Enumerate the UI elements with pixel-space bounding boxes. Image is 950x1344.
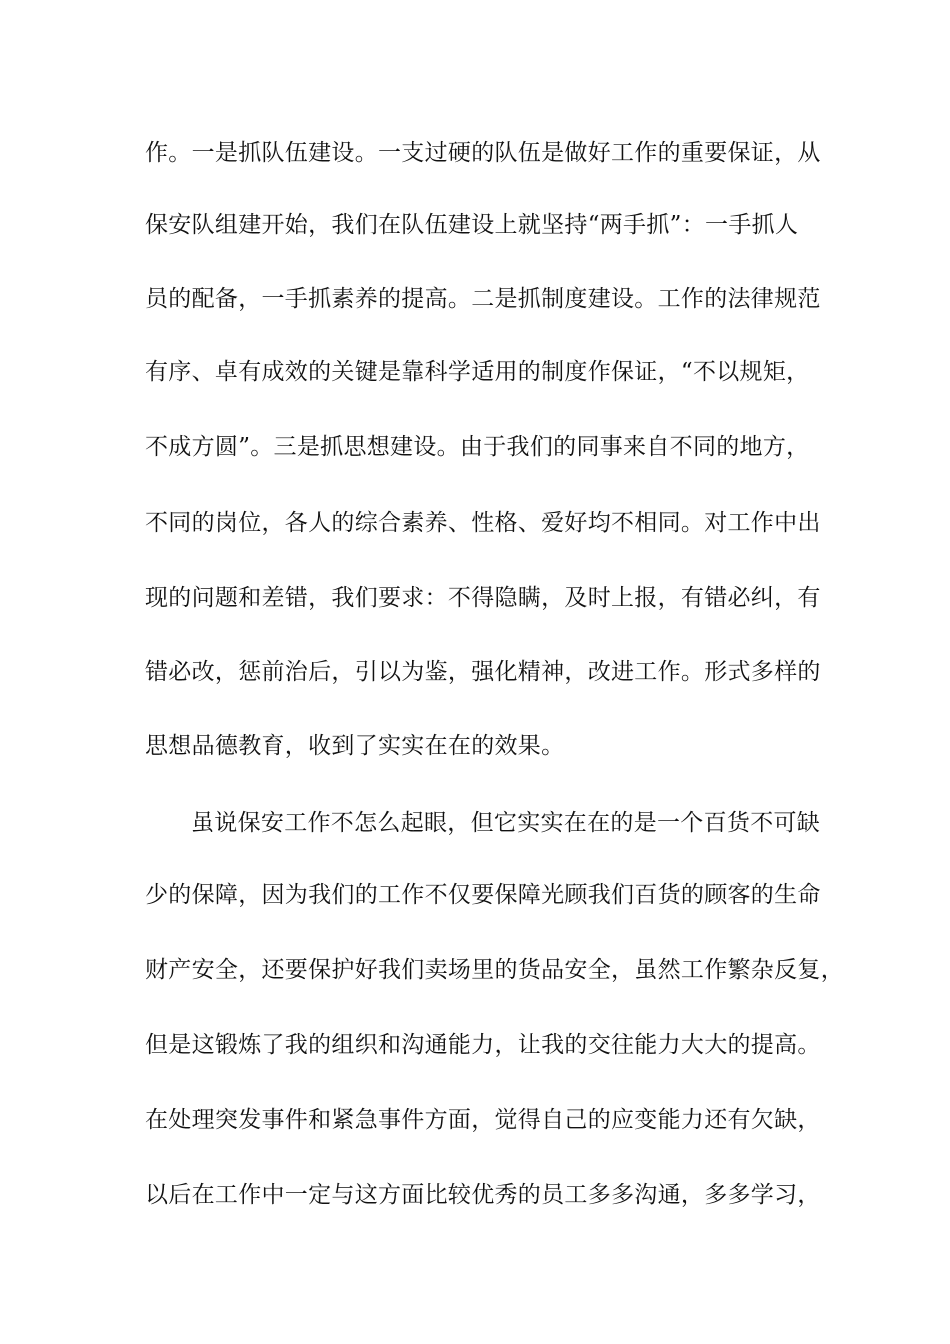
paragraph-line: 不成方圆”。三是抓思想建设。由于我们的同事来自不同的地方， <box>145 434 810 460</box>
paragraph-line: 少的保障，因为我们的工作不仅要保障光顾我们百货的顾客的生命 <box>145 882 821 908</box>
paragraph-line: 思想品德教育，收到了实实在在的效果。 <box>145 733 565 759</box>
paragraph-line: 以后在工作中一定与这方面比较优秀的员工多多沟通，多多学习， <box>145 1182 821 1208</box>
paragraph-line: 在处理突发事件和紧急事件方面，觉得自己的应变能力还有欠缺， <box>145 1107 821 1133</box>
paragraph-line: 但是这锻炼了我的组织和沟通能力，让我的交往能力大大的提高。 <box>145 1032 821 1058</box>
paragraph-line: 作。一是抓队伍建设。一支过硬的队伍是做好工作的重要保证，从 <box>145 140 821 166</box>
paragraph-line: 有序、卓有成效的关键是靠科学适用的制度作保证，“不以规矩， <box>145 359 810 385</box>
paragraph-line: 错必改，惩前治后，引以为鉴，强化精神，改进工作。形式多样的 <box>145 659 821 685</box>
paragraph-line: 财产安全，还要保护好我们卖场里的货品安全，虽然工作繁杂反复， <box>145 957 844 983</box>
paragraph-line: 不同的岗位，各人的综合素养、性格、爱好均不相同。对工作中出 <box>145 510 821 536</box>
paragraph-line: 现的问题和差错，我们要求：不得隐瞒，及时上报，有错必纠，有 <box>145 585 821 611</box>
paragraph-line: 保安队组建开始，我们在队伍建设上就坚持“两手抓”：一手抓人 <box>145 212 799 238</box>
paragraph-line: 员的配备，一手抓素养的提高。二是抓制度建设。工作的法律规范 <box>145 286 821 312</box>
paragraph-first-line: 虽说保安工作不怎么起眼，但它实实在在的是一个百货不可缺 <box>191 810 821 836</box>
